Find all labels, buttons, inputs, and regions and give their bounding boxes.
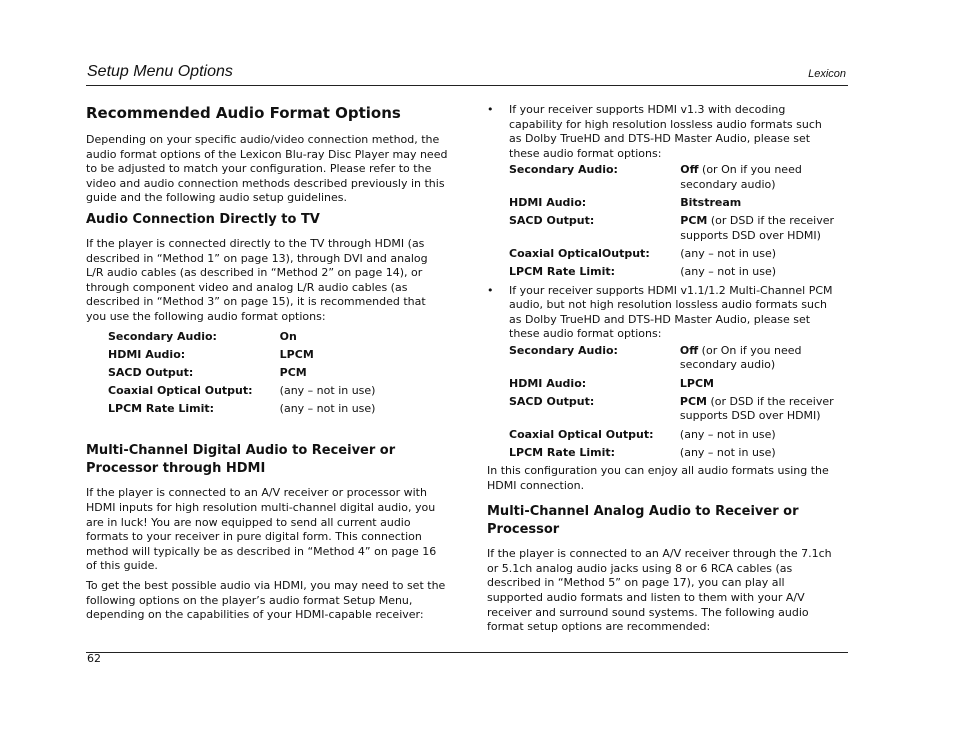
option-value-emphasis: LPCM [679, 376, 714, 390]
option-label: HDMI Audio: [509, 376, 587, 390]
header-rule [86, 85, 848, 86]
option-row [509, 446, 837, 464]
page-heading: Recommended Audio Format Options [86, 104, 401, 122]
option-value [680, 196, 837, 214]
option-value [680, 344, 837, 377]
option-label: SACD Output: [108, 365, 194, 379]
option-label: SACD Output: [509, 394, 595, 408]
hdmi-config-note: In this configuration you can enjoy all audio formats using the HDMI connection. [487, 464, 829, 492]
option-value [680, 214, 837, 247]
list-item-hdmi-13 [487, 103, 837, 161]
option-label: HDMI Audio: [108, 347, 186, 361]
option-value-note: (any – not in use) [679, 427, 776, 441]
option-row [108, 348, 448, 366]
analog-paragraph: If the player is connected to an A/V receiver through the 7.1ch or 5.1ch analog audio jacks using 8 or 6 RCA cables (as described in “Method 5” on page 17), you can play all supported audio formats and listen to them with your A/V receiver and surround sound systems. The following audio format setup options are recommended: [487, 547, 832, 634]
left-column [86, 100, 448, 628]
option-value-emphasis: PCM [679, 394, 707, 408]
option-label: Secondary Audio: [509, 163, 618, 177]
option-label: LPCM Rate Limit: [108, 402, 215, 416]
bullet-glyph: • [487, 103, 494, 116]
option-label: Coaxial OpticalOutput: [509, 247, 650, 261]
option-row [509, 163, 837, 196]
option-label: Secondary Audio: [108, 329, 217, 343]
option-row [509, 247, 837, 265]
option-row [509, 377, 837, 395]
hdmi-receiver-paragraph-2: To get the best possible audio via HDMI, you may need to set the following options on the player’s audio format Setup Menu, depending on the capabilities of your HDMI-capable receiver: [86, 579, 446, 622]
option-value [680, 395, 837, 428]
hdmi-receiver-paragraph-1: If the player is connected to an A/V receiver or processor with HDMI inputs for high resolution multi-channel digital audio, you are in luck! You are now equipped to send all current audio formats to your receiver in pure digital form. This connection method will typically be as described in “Method 4” on page 16 of this guide. [86, 486, 437, 573]
section-heading-direct-tv: Audio Connection Directly to TV [86, 211, 320, 227]
section-header-title: Setup Menu Options [87, 63, 233, 80]
option-value: On [279, 329, 297, 343]
option-value-note: (or On if you need secondary audio) [679, 343, 802, 372]
option-row [108, 402, 448, 420]
list-item-hdmi-12 [487, 284, 837, 342]
option-row [108, 384, 448, 402]
option-row [108, 330, 448, 348]
option-value: (any – not in use) [279, 384, 376, 398]
option-value [680, 265, 837, 283]
option-row [108, 366, 448, 384]
option-value [680, 446, 837, 464]
hdmi-13-options-table [509, 163, 837, 283]
direct-tv-options-table [108, 330, 448, 421]
section-heading-analog: Multi-Channel Analog Audio to Receiver or Processor [487, 504, 799, 538]
brand-name: Lexicon [808, 68, 846, 80]
option-label: SACD Output: [509, 214, 595, 228]
section-heading-hdmi-receiver: Multi-Channel Digital Audio to Receiver or Processor through HDMI [86, 443, 396, 477]
option-value-note: (any – not in use) [680, 265, 777, 279]
bullet-glyph: • [487, 283, 494, 297]
option-row [509, 214, 837, 247]
option-value-note: (any – not in use) [680, 247, 777, 261]
option-value-note: (or DSD if the receiver supports DSD over HDMI) [680, 214, 835, 242]
option-value: PCM [279, 365, 307, 379]
option-value [680, 428, 837, 446]
option-value-note: (or On if you need secondary audio) [680, 163, 802, 191]
option-value-emphasis: PCM [680, 214, 708, 228]
intro-paragraph: Depending on your specific audio/video connection method, the audio format options of the Lexicon Blu-ray Disc Player may need to be adjusted to match your configuration. Please refer to the video and audio connection methods described previously in this guide and the following audio setup guidelines. [86, 133, 448, 205]
hdmi-12-text: If your receiver supports HDMI v1.1/1.2 Multi-Channel PCM audio, but not high resolution lossless audio formats such as Dolby TrueHD and DTS-HD Master Audio, please set these audio format options: [509, 283, 833, 341]
option-value-note: (or DSD if the receiver supports DSD over HDMI) [679, 394, 834, 423]
option-label: Coaxial Optical Output: [108, 384, 253, 398]
direct-tv-paragraph: If the player is connected directly to the TV through HDMI (as described in “Method 1” on page 13), through DVI and analog L/R audio cables (as described in “Method 2” on page 14), or through component video and analog L/R audio cables (as described in “Method 3” on page 15), it is recommended that you use the following audio format options: [86, 236, 428, 323]
option-label: HDMI Audio: [509, 196, 587, 210]
option-row [509, 265, 837, 283]
option-value: LPCM [279, 347, 314, 361]
option-label: LPCM Rate Limit: [509, 265, 616, 279]
option-row [509, 395, 837, 428]
option-value-emphasis: Bitstream [680, 196, 742, 210]
page-number: 62 [87, 652, 101, 665]
option-label: LPCM Rate Limit: [509, 445, 616, 459]
option-value: (any – not in use) [279, 402, 376, 416]
right-column [487, 103, 837, 640]
option-row [509, 196, 837, 214]
option-value-note: (any – not in use) [679, 445, 776, 459]
option-label: Secondary Audio: [509, 343, 618, 357]
option-label: Coaxial Optical Output: [509, 427, 654, 441]
hdmi-13-text: If your receiver supports HDMI v1.3 with decoding capability for high resolution lossless audio formats such as Dolby TrueHD and DTS-HD Master Audio, please set these audio format options: [509, 103, 822, 160]
option-row [509, 428, 837, 446]
option-value [680, 247, 837, 265]
option-value-emphasis: Off [680, 163, 699, 177]
option-value [680, 377, 837, 395]
option-row [509, 344, 837, 377]
footer-rule [86, 652, 848, 653]
option-value [680, 163, 837, 196]
hdmi-12-options-table [509, 344, 837, 464]
option-value-emphasis: Off [679, 343, 699, 357]
